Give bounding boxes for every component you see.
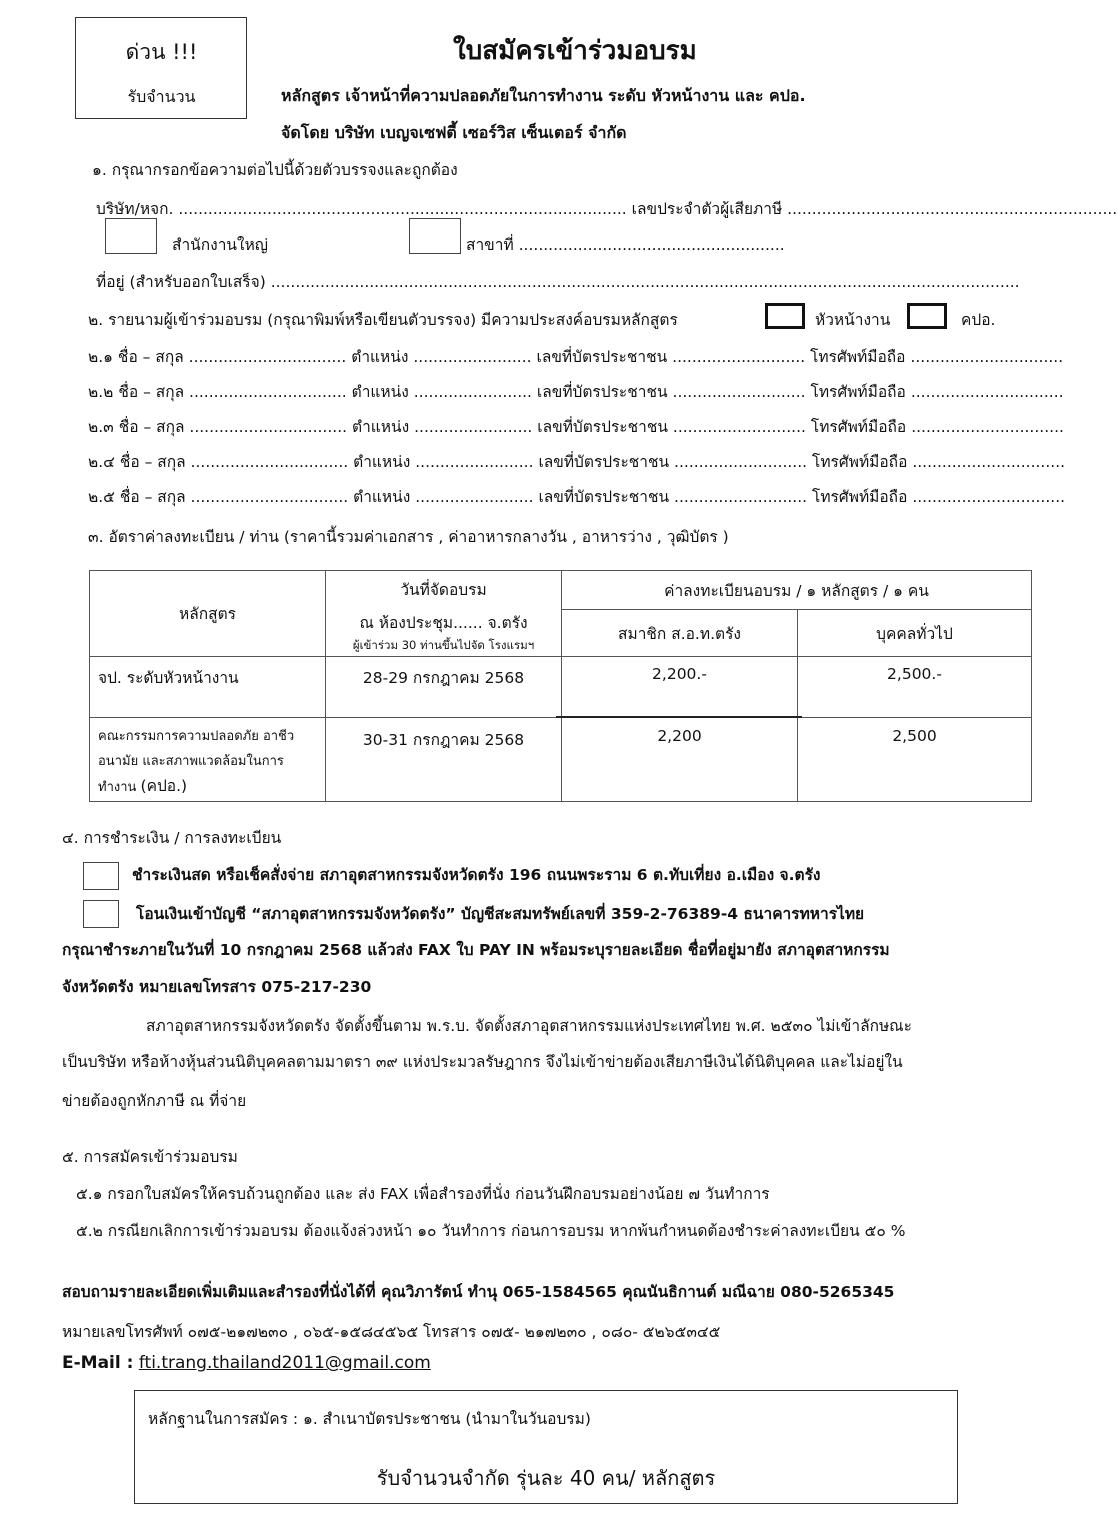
position-field[interactable]: ........................ [414, 418, 533, 436]
phone-field[interactable]: ............................... [911, 418, 1064, 436]
phone-label: โทรศัพท์มือถือ [812, 453, 908, 471]
id-label: เลขที่บัตรประชาชน [536, 383, 668, 401]
section5-heading: ๕. การสมัครเข้าร่วมอบรม [62, 1148, 238, 1166]
general-fee-cell: 2,500 [798, 718, 1032, 802]
table-divider [556, 716, 802, 718]
phone-label: โทรศัพท์มือถือ [810, 348, 906, 366]
supervisor-checkbox[interactable] [765, 303, 805, 329]
name-field[interactable]: ................................ [190, 488, 349, 506]
head-office-checkbox[interactable] [105, 218, 157, 254]
branch-checkbox[interactable] [409, 218, 461, 254]
phone-field[interactable]: ............................... [910, 348, 1064, 366]
participant-num: ๒.๕ [88, 488, 115, 506]
company-label: บริษัท/หจก. [96, 200, 174, 218]
position-field[interactable]: ........................ [413, 348, 532, 366]
name-field[interactable]: ................................ [190, 453, 349, 471]
general-fee-cell: 2,500.- [798, 657, 1032, 718]
position-field[interactable]: ........................ [415, 453, 534, 471]
table-row [90, 657, 1032, 718]
name-label: ชื่อ – สกุล [118, 383, 185, 401]
position-label: ตำแหน่ง [351, 383, 409, 401]
committee-option-label: คปอ. [961, 311, 996, 329]
section3-heading: ๓. อัตราค่าลงทะเบียน / ท่าน (ราคานี้รวมค่าเอกสาร , ค่าอาหารกลางวัน , อาหารว่าง , วุฒิบัตร ) [88, 528, 729, 546]
tax-note-line2: เป็นบริษัท หรือห้างหุ้นส่วนนิติบุคคลตามมาตรา ๓๙ แห่งประมวลรัษฎากร จึงไม่เข้าข่ายต้องเสียภาษีเงินได้นิติบุคคล และไม่อยู่ใน [62, 1053, 903, 1071]
tax-note-line1: สภาอุตสาหกรรมจังหวัดตรัง จัดตั้งขึ้นตาม พ.ร.บ. จัดตั้งสภาอุตสาหกรรมแห่งประเทศไทย พ.ศ. ๒๕๓๐ ไม่เข้าลักษณะ [146, 1017, 912, 1035]
transfer-checkbox[interactable] [83, 900, 119, 928]
form-title: ใบสมัครเข้าร่วมอบรม [453, 36, 697, 66]
member-fee-cell: 2,200.- [562, 657, 798, 718]
name-label: ชื่อ – สกุล [117, 348, 184, 366]
header-date-line3: ผู้เข้าร่วม 30 ท่านขึ้นไปจัด โรงแรมฯ [352, 638, 535, 652]
urgent-subtitle: รับจำนวน [127, 87, 196, 106]
organizer: จัดโดย บริษัท เบญจเซฟตี้ เซอร์วิส เซ็นเตอร์ จำกัด [281, 123, 627, 142]
id-field[interactable]: ........................... [672, 348, 806, 366]
phone-field[interactable]: ............................... [912, 453, 1066, 471]
tax-id-label: เลขประจำตัวผู้เสียภาษี [631, 200, 783, 218]
course-cell: จป. ระดับหัวหน้างาน [90, 657, 326, 718]
section5-item2: ๕.๒ กรณียกเลิกการเข้าร่วมอบรม ต้องแจ้งล่วงหน้า ๑๐ วันทำการ ก่อนการอบรม หากพ้นกำหนดต้องชำระค่าลงทะเบียน ๕๐ % [76, 1222, 906, 1240]
participant-num: ๒.๑ [88, 348, 113, 366]
section2-heading: ๒. รายนามผู้เข้าร่วมอบรม (กรุณาพิมพ์หรือเขียนตัวบรรจง) มีความประสงค์อบรมหลักสูตร [88, 311, 678, 329]
payment-note-line2: จังหวัดตรัง หมายเลขโทรสาร 075-217-230 [62, 978, 372, 996]
name-label: ชื่อ – สกุล [119, 488, 186, 506]
header-course: หลักสูตร [90, 571, 326, 657]
section1-heading: ๑. กรุณากรอกข้อความต่อไปนี้ด้วยตัวบรรจงและถูกต้อง [92, 161, 458, 179]
course-cell [90, 718, 326, 802]
participant-num: ๒.๔ [88, 453, 115, 471]
branch-row [466, 232, 785, 257]
name-field[interactable]: ................................ [189, 418, 348, 436]
tax-id-field[interactable]: ................................................................... [787, 200, 1117, 218]
email-link[interactable]: fti.trang.thailand2011@gmail.com [138, 1353, 431, 1373]
committee-checkbox[interactable] [907, 303, 947, 329]
section5-item1: ๕.๑ กรอกใบสมัครให้ครบถ้วนถูกต้อง และ ส่ง FAX เพื่อสำรองที่นั่ง ก่อนวันฝึกอบรมอย่างน้อย ๗ วันทำการ [76, 1185, 770, 1203]
header-date-line2: ณ ห้องประชุม...... จ.ตรัง [359, 614, 528, 632]
course-line: อนามัย และสภาพแวดล้อมในการ [98, 754, 284, 769]
phone-field[interactable]: ............................... [910, 383, 1064, 401]
position-label: ตำแหน่ง [353, 488, 411, 506]
header-date-line1: วันที่จัดอบรม [400, 581, 487, 599]
branch-field[interactable]: ...................................................... [518, 236, 785, 254]
date-cell: 28-29 กรกฎาคม 2568 [326, 657, 562, 718]
header-fee: ค่าลงทะเบียนอบรม / ๑ หลักสูตร / ๑ คน [562, 571, 1032, 610]
email-row [62, 1353, 431, 1373]
transfer-option: โอนเงินเข้าบัญชี “สภาอุตสาหกรรมจังหวัดตรัง” บัญชีสะสมทรัพย์เลขที่ 359-2-76389-4 ธนาคารทหารไทย [136, 905, 865, 923]
id-field[interactable]: ........................... [674, 453, 808, 471]
contact-line1: สอบถามรายละเอียดเพิ่มเติมและสำรองที่นั่งได้ที่ คุณวิภารัตน์ ทำนุ 065-1584565 คุณนันธิกานต์ มณีฉาย 080-5265345 [62, 1283, 895, 1301]
supervisor-option-label: หัวหน้างาน [815, 311, 891, 329]
position-label: ตำแหน่ง [351, 348, 409, 366]
section4-heading: ๔. การชำระเงิน / การลงทะเบียน [62, 829, 282, 847]
address-field[interactable]: ........................................................................................................................................................ [270, 273, 1020, 291]
cash-checkbox[interactable] [83, 862, 119, 890]
header-member: สมาชิก ส.อ.ท.ตรัง [562, 610, 798, 657]
date-cell: 30-31 กรกฎาคม 2568 [326, 718, 562, 802]
header-date [326, 571, 562, 657]
address-label: ที่อยู่ (สำหรับออกใบเสร็จ) [96, 273, 266, 291]
name-field[interactable]: ................................ [188, 348, 347, 366]
limit-text: รับจำนวนจำกัด รุ่นละ 40 คน/ หลักสูตร [376, 1466, 716, 1490]
id-label: เลขที่บัตรประชาชน [537, 418, 668, 436]
participant-num: ๒.๓ [88, 418, 114, 436]
id-field[interactable]: ........................... [674, 488, 808, 506]
participant-num: ๒.๒ [88, 383, 114, 401]
phone-label: โทรศัพท์มือถือ [810, 418, 907, 436]
position-field[interactable]: ........................ [413, 383, 532, 401]
course-title: หลักสูตร เจ้าหน้าที่ความปลอดภัยในการทำงาน ระดับ หัวหน้างาน และ คปอ. [281, 86, 806, 105]
participant-row [88, 449, 1065, 474]
name-field[interactable]: ................................ [189, 383, 347, 401]
course-line: คณะกรรมการความปลอดภัย อาชีว [98, 729, 295, 744]
participant-row [88, 379, 1064, 404]
head-office-label: สำนักงานใหญ่ [172, 236, 269, 254]
company-field[interactable]: ........................................................................................... [178, 200, 627, 218]
fee-table [89, 570, 1032, 802]
payment-note-line1: กรุณาชำระภายในวันที่ 10 กรกฎาคม 2568 แล้วส่ง FAX ใบ PAY IN พร้อมระบุรายละเอียด ชื่อที่อยู่มายัง สภาอุตสาหกรรม [62, 941, 890, 959]
participant-row [88, 414, 1064, 439]
evidence-text: หลักฐานในการสมัคร : ๑. สำเนาบัตรประชาชน (นำมาในวันอบรม) [148, 1410, 591, 1428]
phone-label: โทรศัพท์มือถือ [810, 383, 906, 401]
id-field[interactable]: ........................... [672, 383, 806, 401]
position-label: ตำแหน่ง [353, 453, 411, 471]
name-label: ชื่อ – สกุล [118, 418, 185, 436]
id-label: เลขที่บัตรประชาชน [538, 488, 670, 506]
address-row [96, 269, 1020, 294]
course-line: ทำงาน [98, 780, 137, 795]
position-label: ตำแหน่ง [352, 418, 410, 436]
course-abbrev: (คปอ.) [140, 777, 188, 795]
phone-label: โทรศัพท์มือถือ [812, 488, 908, 506]
company-row [96, 196, 1117, 221]
email-label: E-Mail : [62, 1353, 134, 1373]
table-row [90, 718, 1032, 802]
id-label: เลขที่บัตรประชาชน [536, 348, 668, 366]
header-general: บุคคลทั่วไป [798, 610, 1032, 657]
position-field[interactable]: ........................ [415, 488, 534, 506]
branch-label: สาขาที่ [466, 236, 514, 254]
phone-field[interactable]: ............................... [912, 488, 1066, 506]
cash-option: ชำระเงินสด หรือเช็คสั่งจ่าย สภาอุตสาหกรรมจังหวัดตรัง 196 ถนนพระราม 6 ต.ทับเที่ยง อ.เมือง จ.ตรัง [132, 866, 821, 884]
urgent-title: ด่วน !!! [125, 40, 198, 64]
name-label: ชื่อ – สกุล [119, 453, 186, 471]
tax-note-line3: ข่ายต้องถูกหักภาษี ณ ที่จ่าย [62, 1092, 247, 1110]
participant-row [88, 484, 1065, 509]
id-field[interactable]: ........................... [672, 418, 806, 436]
id-label: เลขที่บัตรประชาชน [538, 453, 670, 471]
contact-line2: หมายเลขโทรศัพท์ ๐๗๕-๒๑๗๒๓๐ , ๐๖๕-๑๕๘๔๕๖๕ โทรสาร ๐๗๕- ๒๑๗๒๓๐ , ๐๘๐- ๕๒๖๕๓๔๕ [62, 1323, 721, 1341]
member-fee-cell: 2,200 [562, 718, 798, 802]
participant-row [88, 344, 1063, 369]
